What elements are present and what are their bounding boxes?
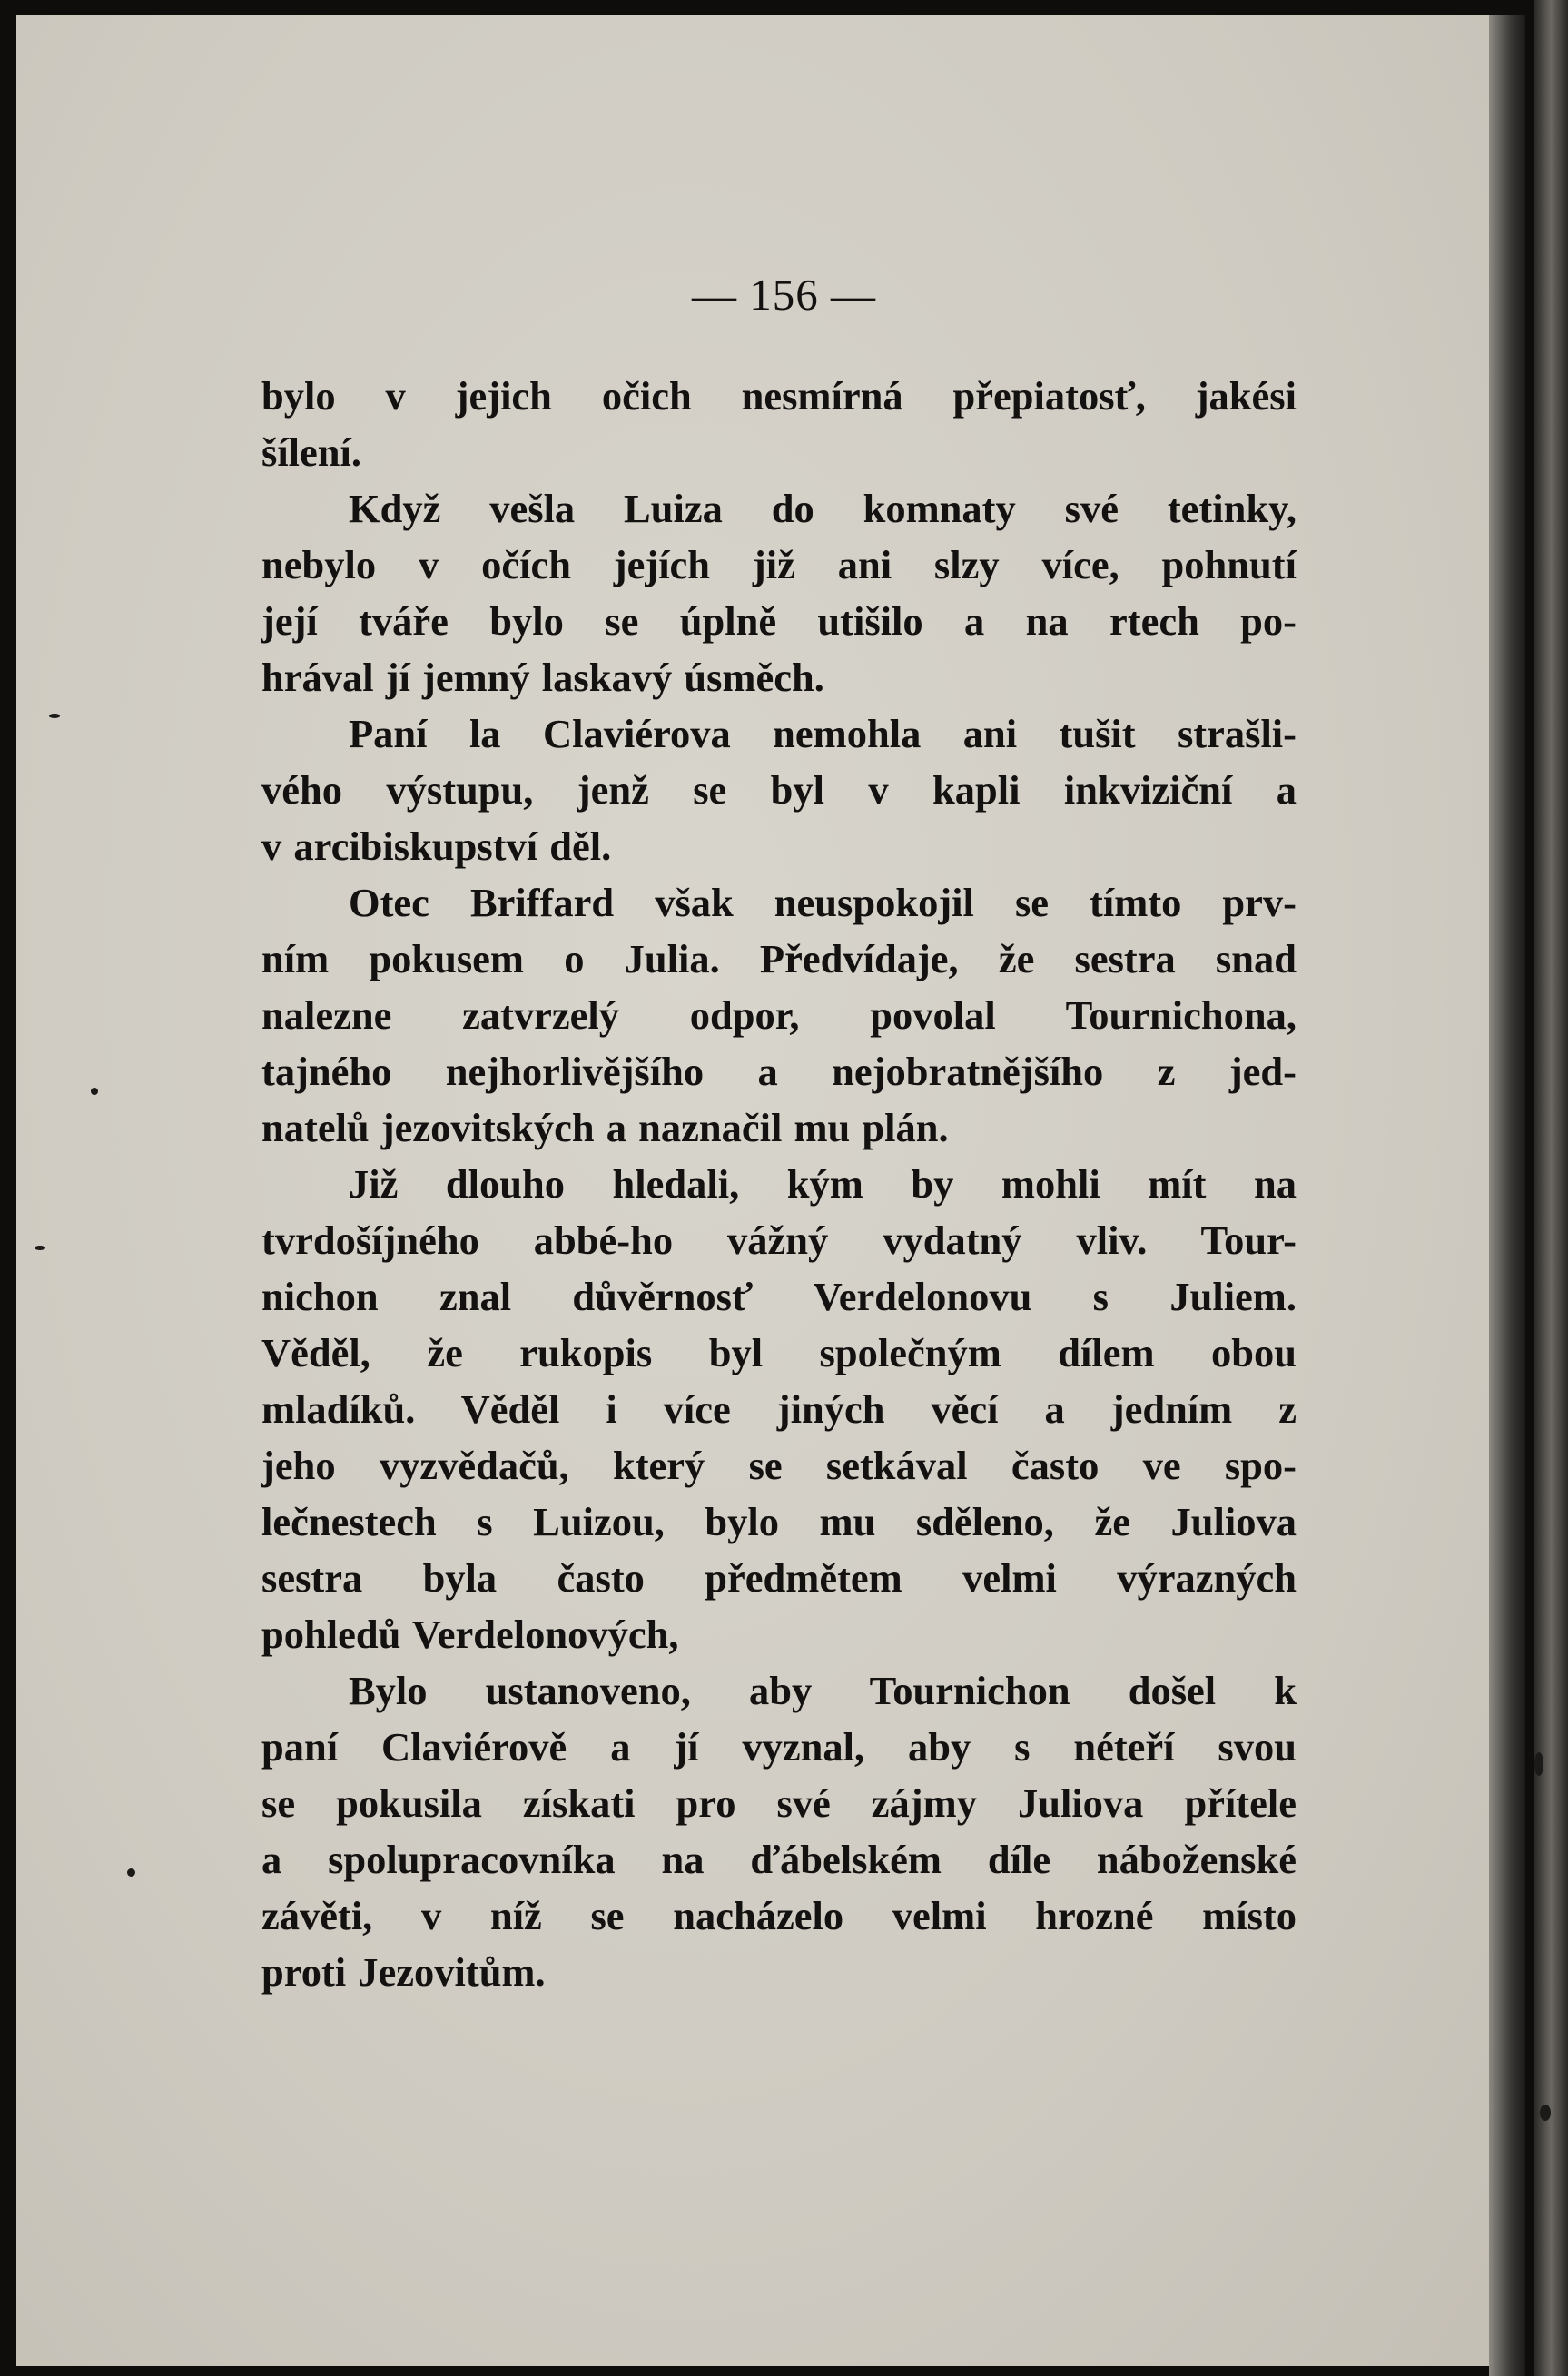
text-line: hrával jí jemný laskavý úsměch.: [261, 655, 824, 700]
text-line: závěti, v níž se nacházelo velmi hrozné místo: [261, 1893, 1297, 1938]
text-line: nalezne zatvrzelý odpor, povolal Tournichona,: [261, 992, 1297, 1038]
text-line: proti Jezovitům.: [261, 1949, 546, 1995]
text-line: Věděl, že rukopis byl společným dílem obou: [261, 1330, 1297, 1375]
page-edge-shadow: [1489, 15, 1525, 2376]
scan-speck: [49, 714, 60, 718]
text-line: lečnestech s Luizou, bylo mu sděleno, že Juliova: [261, 1499, 1297, 1544]
text-line: její tváře bylo se úplně utišilo a na rtech po-: [261, 598, 1297, 644]
text-line: nichon znal důvěrnosť Verdelonovu s Juliem.: [261, 1274, 1297, 1319]
scan-speck: [35, 1246, 45, 1250]
text-line: se pokusila získati pro své zájmy Juliova přítele: [261, 1780, 1297, 1826]
text-line: nebylo v očích jejích již ani slzy více, pohnutí: [261, 542, 1297, 587]
body-text: [261, 368, 1297, 2000]
text-line: jeho vyzvědačů, který se setkával často ve spo-: [261, 1443, 1297, 1488]
text-line: šílení.: [261, 429, 362, 475]
text-line: bylo v jejich očich nesmírná přepiatosť, jakési: [261, 373, 1297, 419]
text-line: vého výstupu, jenž se byl v kapli inkviziční a: [261, 767, 1297, 813]
scan-speck: [91, 1088, 98, 1095]
text-line: ním pokusem o Julia. Předvídaje, že sestra snad: [261, 936, 1297, 981]
text-line: Bylo ustanoveno, aby Tournichon došel k: [349, 1668, 1297, 1713]
text-line: Otec Briffard však neuspokojil se tímto prv-: [349, 880, 1297, 925]
text-line: Když vešla Luiza do komnaty své tetinky,: [349, 486, 1297, 531]
text-line: natelů jezovitských a naznačil mu plán.: [261, 1105, 949, 1150]
text-line: tajného nejhorlivějšího a nejobratnějšího z jed-: [261, 1049, 1297, 1094]
text-line: v arcibiskupství děl.: [261, 823, 612, 869]
scan-speck: [1540, 2105, 1551, 2121]
scan-speck: [1534, 1752, 1543, 1776]
text-line: a spolupracovníka na ďábelském díle náboženské: [261, 1837, 1297, 1882]
page-number: — 156 —: [692, 270, 876, 320]
text-line: Již dlouho hledali, kým by mohli mít na: [349, 1161, 1297, 1207]
scan-speck: [127, 1868, 135, 1877]
text-line: pohledů Verdelonových,: [261, 1612, 679, 1657]
text-line: mladíků. Věděl i více jiných věcí a jedním z: [261, 1386, 1297, 1432]
text-line: sestra byla často předmětem velmi výrazných: [261, 1555, 1297, 1601]
text-line: tvrdošíjného abbé-ho vážný vydatný vliv. Tour-: [261, 1218, 1297, 1263]
text-line: Paní la Claviérova nemohla ani tušit strašli-: [349, 711, 1297, 756]
text-line: paní Claviérově a jí vyznal, aby s néteří svou: [261, 1724, 1297, 1770]
binding-edge: [1534, 0, 1568, 2376]
